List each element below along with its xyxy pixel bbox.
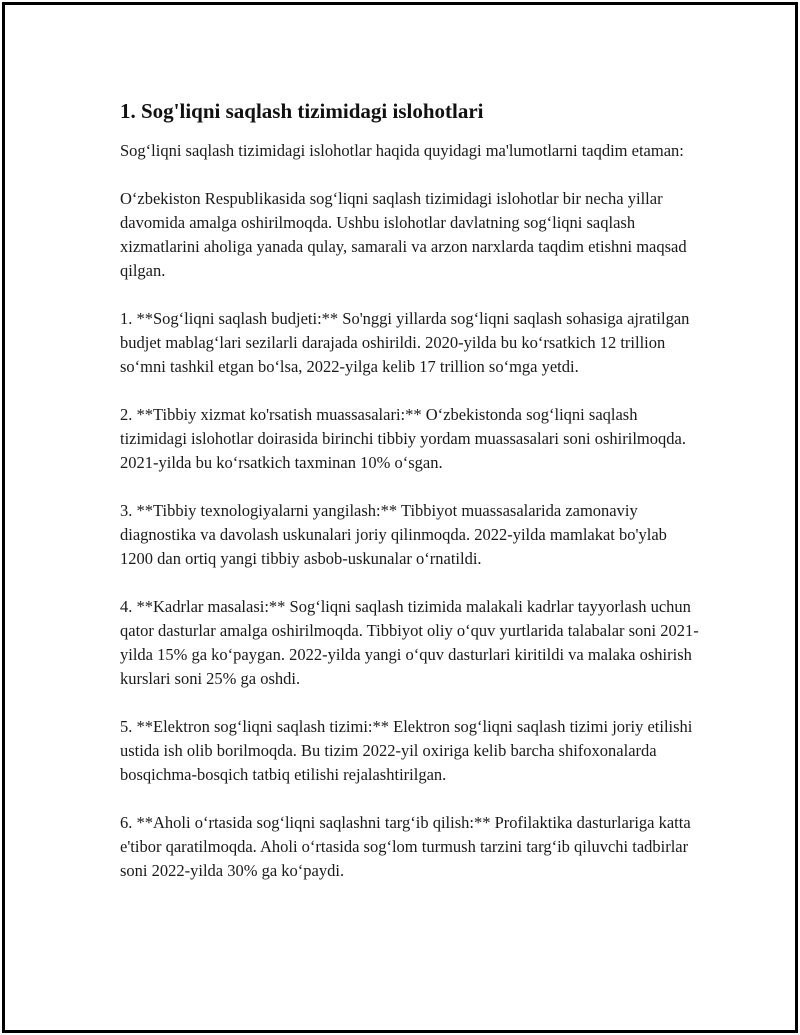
list-item-medical-institutions: 2. **Tibbiy xizmat ko'rsatish muassasalari:** O‘zbekistonda sog‘liqni saqlash tizimidagi islohotlar doirasida birinchi tibbiy yordam muassasalari soni oshirilmoqda. 2021-yilda bu ko‘rsatkich taxminan 10% o‘sgan. — [120, 405, 686, 472]
page-frame — [2, 2, 798, 1033]
overview-paragraph: O‘zbekiston Respublikasida sog‘liqni saqlash tizimidagi islohotlar bir necha yillar davomida amalga oshirilmoqda. Ushbu islohotlar davlatning sog‘liqni saqlash xizmatlarini aholiga yanada qulay, samarali va arzon narxlarda taqdim etishni maqsad qilgan. — [120, 189, 687, 280]
list-item-personnel: 4. **Kadrlar masalasi:** Sog‘liqni saqlash tizimida malakali kadrlar tayyorlash uchun qator dasturlar amalga oshirilmoqda. Tibbiyot oliy o‘quv yurtlarida talabalar soni 2021-yilda 15% ga ko‘paygan. 2022-yilda yangi o‘quv dasturlari kiritildi va malaka oshirish kurslari soni 25% ga oshdi. — [120, 597, 699, 688]
list-item-medical-technologies: 3. **Tibbiy texnologiyalarni yangilash:** Tibbiyot muassasalarida zamonaviy diagnostika va davolash uskunalari joriy qilinmoqda. 2022-yilda mamlakat bo'ylab 1200 dan ortiq yangi tibbiy asbob-uskunalar o‘rnatildi. — [120, 501, 667, 568]
document-body — [120, 97, 700, 907]
list-item-electronic-health-system: 5. **Elektron sog‘liqni saqlash tizimi:** Elektron sog‘liqni saqlash tizimi joriy etilishi ustida ish olib borilmoqda. Bu tizim 2022-yil oxiriga kelib barcha shifoxonalarda bosqichma-bosqich tatbiq etilishi rejalashtirilgan. — [120, 717, 693, 784]
document-title: 1. Sog'liqni saqlash tizimidagi islohotlari — [120, 99, 484, 123]
list-item-health-promotion: 6. **Aholi o‘rtasida sog‘liqni saqlashni targ‘ib qilish:** Profilaktika dasturlariga katta e'tibor qaratilmoqda. Aholi o‘rtasida sog‘lom turmush tarzini targ‘ib qiluvchi tadbirlar soni 2022-yilda 30% ga ko‘paydi. — [120, 813, 691, 880]
intro-paragraph: Sog‘liqni saqlash tizimidagi islohotlar haqida quyidagi ma'lumotlarni taqdim etaman: — [120, 141, 684, 160]
list-item-budget: 1. **Sog‘liqni saqlash budjeti:** So'nggi yillarda sog‘liqni saqlash sohasiga ajratilgan budjet mablag‘lari sezilarli darajada oshirildi. 2020-yilda bu ko‘rsatkich 12 trillion so‘mni tashkil etgan bo‘lsa, 2022-yilga kelib 17 trillion so‘mga yetdi. — [120, 309, 690, 376]
